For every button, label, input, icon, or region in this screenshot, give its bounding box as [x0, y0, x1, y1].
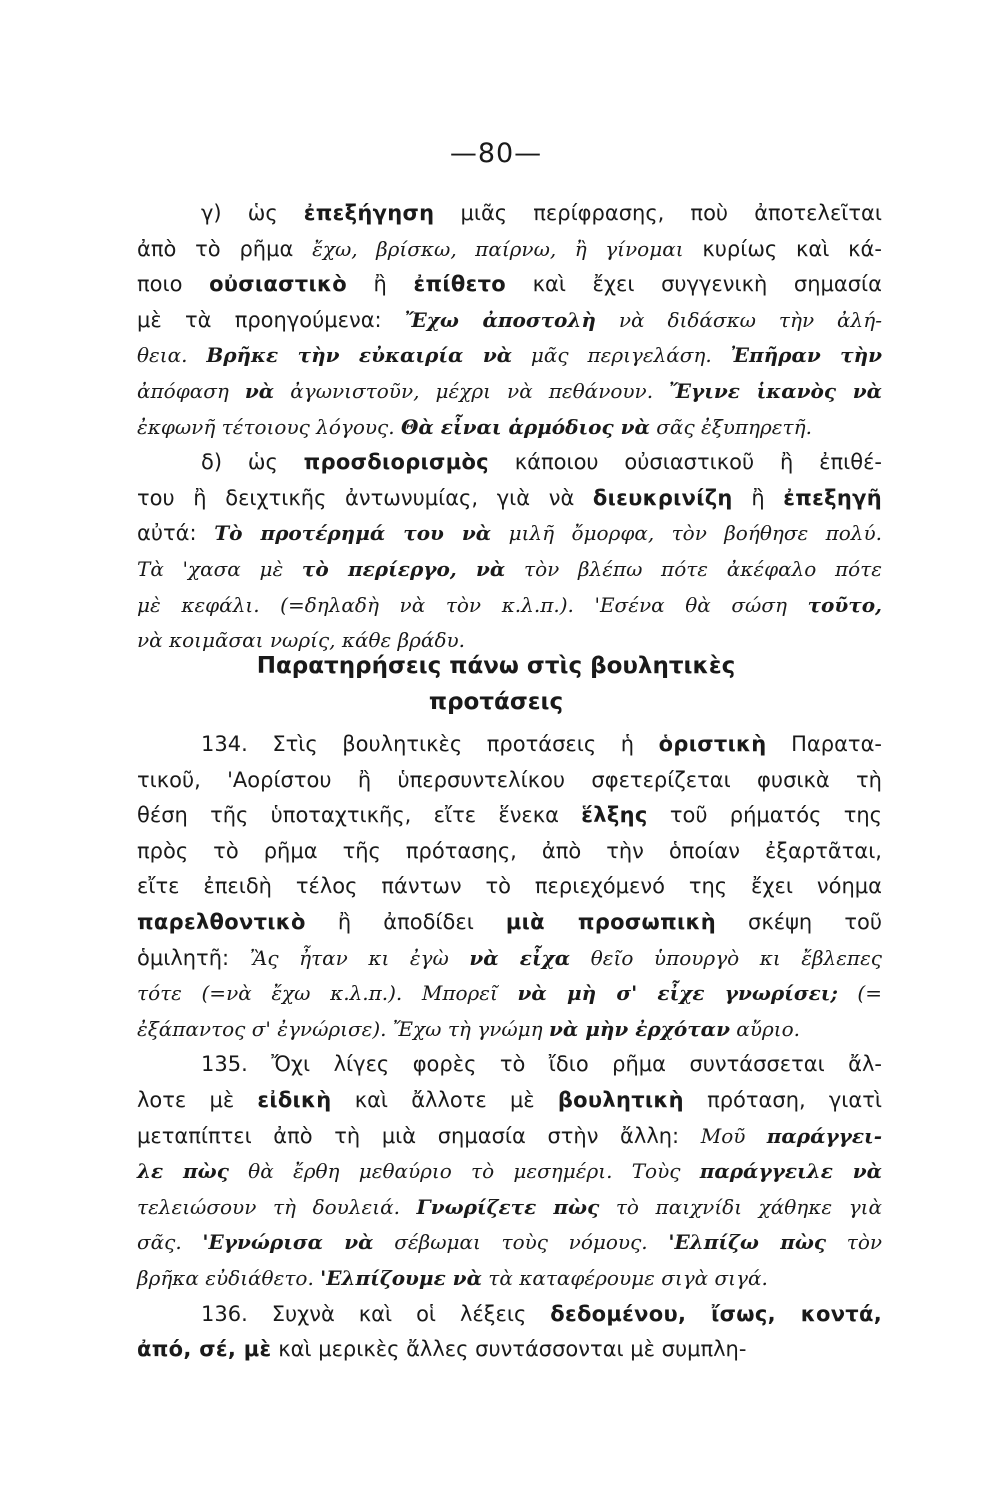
text-segment: 'Εγνώρισα νὰ [202, 1230, 374, 1255]
text-segment: (= [837, 981, 882, 1006]
text-line [137, 588, 882, 624]
text-segment: Τὰ 'χασα μὲ [137, 556, 302, 581]
text-line [137, 798, 882, 834]
text-segment: σέβωμαι τοὺς νόμους. [373, 1230, 669, 1255]
section-heading: Παρατηρήσεις πάνω στὶς βουλητικὲς [256, 653, 736, 679]
text-line [137, 516, 882, 552]
text-segment: ἀπὸ τὸ ρῆμα [137, 236, 313, 261]
text-segment: ποιο [137, 272, 210, 297]
text-segment: Μοῦ [700, 1123, 767, 1148]
text-segment: σκέψη τοῦ [715, 909, 882, 934]
text-segment: καὶ μερικὲς ἄλλες συντάσσονται μὲ συμπλη- [271, 1337, 747, 1362]
text-segment: εἰδικὴ [257, 1087, 332, 1112]
text-line [137, 481, 882, 517]
paragraph-delta [137, 445, 882, 659]
paragraph-134 [137, 727, 882, 1047]
text-segment: ἔχω, βρίσκω, παίρνω, ἢ γίνομαι [312, 236, 684, 261]
text-segment: Ἂς ἦταν κι ἐγὼ [249, 945, 470, 970]
text-line [137, 905, 882, 941]
text-segment: τὰ καταφέρουμε σιγὰ σιγά. [481, 1265, 768, 1290]
text-segment: Τὸ προτέρημά του νὰ [214, 521, 492, 546]
text-line [137, 869, 882, 905]
text-line [137, 1225, 882, 1261]
text-segment: γ) ὡς [201, 201, 304, 225]
text-segment: μιλῆ ὄμορφα, τὸν βοήθησε πολύ. [491, 521, 883, 546]
text-segment: ἐπεξήγηση [303, 201, 435, 225]
text-segment: μεταπίπτει ἀπὸ τὴ μιὰ σημασία στὴν ἄλλη: [137, 1123, 701, 1148]
text-line [137, 196, 882, 232]
text-segment: τοῦ ρήματός της [647, 803, 882, 828]
text-line [137, 410, 882, 446]
text-segment: 'Ελπίζω πὼς [668, 1230, 827, 1255]
text-segment: Ἔχω ἀποστολὴ [404, 307, 596, 332]
upper-text-block [137, 196, 882, 659]
text-segment: θεῖο ὑπουργὸ κι ἔβλεπες [570, 945, 883, 970]
text-segment: θεια. [137, 343, 207, 368]
text-segment: αὔριο. [729, 1016, 800, 1041]
text-line [137, 1297, 882, 1333]
text-segment: τὸ περίεργο, νὰ [301, 556, 506, 581]
text-line [137, 552, 882, 588]
text-segment: τὸν βλέπω πότε ἀκέφαλο πότε [505, 556, 882, 581]
text-segment: ἀγωνιστοῦν, μέχρι νὰ πεθάνουν. [274, 378, 670, 403]
text-line [137, 1190, 882, 1226]
text-segment: θὰ ἔρθη μεθαύριο τὸ μεσημέρι. Τοὺς [228, 1159, 700, 1184]
text-segment: βουλητικὴ [557, 1087, 684, 1112]
text-segment: πρὸς τὸ ρῆμα τῆς πρότασης, ἀπὸ τὴν ὁποίαν ἐξαρτᾶται, [137, 838, 882, 863]
text-line [137, 727, 882, 763]
text-line [137, 763, 882, 799]
text-segment: Βρῆκε τὴν εὐκαιρία νὰ [206, 343, 513, 368]
text-segment: μιᾶς περίφρασης, ποὺ ἀποτελεῖται [434, 201, 882, 225]
text-line [137, 1261, 882, 1297]
text-line [137, 232, 882, 268]
text-segment: καὶ ἔχει συγγενικὴ σημασία [506, 272, 882, 297]
text-segment: νὰ μὴν ἐρχόταν [549, 1016, 730, 1041]
text-segment: του ἢ δειχτικῆς ἀντωνυμίας, γιὰ νὰ [137, 485, 593, 510]
text-segment: ὁμιλητῆ: [137, 945, 250, 970]
text-segment: Γνωρίζετε πὼς [416, 1194, 600, 1219]
text-segment: προσδιορισμὸς [303, 450, 489, 475]
text-segment: κάποιου οὐσιαστικοῦ ἢ ἐπιθέ- [488, 450, 882, 475]
text-line [137, 374, 882, 410]
text-segment: μὲ κεφάλι. (=δηλαδὴ νὰ τὸν κ.λ.π.). 'Εσένα θὰ σώση [137, 592, 808, 617]
text-segment: 136. Συχνὰ καὶ οἱ λέξεις [201, 1301, 551, 1326]
text-segment: σᾶς. [137, 1230, 203, 1255]
text-segment: ἀπόφαση [137, 378, 245, 403]
text-line [137, 1332, 882, 1368]
text-segment: βρῆκα εὐδιάθετο. [137, 1265, 321, 1290]
text-segment: ἐκφωνῆ τέτοιους λόγους. [137, 414, 401, 439]
text-line [137, 267, 882, 303]
text-segment: τότε (=νὰ ἔχω κ.λ.π.). Μπορεῖ [137, 981, 518, 1006]
text-line [137, 1047, 882, 1083]
text-segment: ἢ ἀποδίδει [305, 909, 506, 934]
text-segment: νὰ μὴ σ' εἶχε γνωρίσει; [517, 981, 838, 1006]
text-segment: ἢ [732, 485, 784, 510]
lower-text-block [137, 727, 882, 1368]
text-segment: πρόταση, γιατὶ [683, 1087, 882, 1112]
text-segment: τοῦτο, [807, 592, 882, 617]
text-segment: δ) ὡς [201, 450, 304, 475]
text-segment: δεδομένου, ἴσως, κοντά, [550, 1301, 882, 1326]
text-segment: καὶ ἄλλοτε μὲ [331, 1087, 558, 1112]
text-segment: νὰ εἶχα [469, 945, 571, 970]
paragraph-135 [137, 1047, 882, 1296]
text-segment: ἢ [346, 272, 414, 297]
text-line [137, 338, 882, 374]
text-segment: νὰ [244, 378, 275, 403]
text-segment: αὐτά: [137, 521, 215, 546]
page-number: —80— [449, 138, 543, 169]
text-segment: μᾶς περιγελάση. [512, 343, 731, 368]
text-segment: τικοῦ, 'Αορίστου ἢ ὑπερσυντελίκου σφετερίζεται φυσικὰ τὴ [137, 767, 882, 792]
text-segment: Ἐπῆραν τὴν [730, 343, 883, 368]
text-line [137, 1012, 882, 1048]
text-segment: οὐσιαστικὸ [209, 272, 347, 297]
text-line [137, 941, 882, 977]
text-segment: νὰ κοιμᾶσαι νωρίς, κάθε βράδυ. [137, 628, 465, 653]
text-segment: θέση τῆς ὑποταχτικῆς, εἴτε ἕνεκα [137, 803, 582, 828]
text-segment: Θὰ εἶναι ἁρμόδιος νὰ [400, 414, 650, 439]
text-segment: Παρατα- [766, 732, 882, 756]
text-line [137, 976, 882, 1012]
text-segment: τὸ παιχνίδι χάθηκε γιὰ [599, 1194, 882, 1219]
text-segment: παράγγειλε νὰ [699, 1159, 882, 1184]
text-segment: 135. Ὄχι λίγες φορὲς τὸ ἴδιο ρῆμα συντάσσεται ἄλ- [201, 1052, 882, 1077]
text-segment: ἐπίθετο [413, 272, 506, 297]
text-segment: διευκρινίζη [592, 485, 733, 510]
text-line [137, 445, 882, 481]
text-line [137, 1154, 882, 1190]
paragraph-gamma [137, 196, 882, 445]
text-segment: λοτε μὲ [137, 1087, 258, 1112]
text-segment: παράγγει- [766, 1123, 882, 1148]
text-segment: ἐπεξηγῆ [783, 485, 882, 510]
text-segment: νὰ διδάσκω τὴν ἀλή- [595, 307, 882, 332]
text-segment: εἴτε ἐπειδὴ τέλος πάντων τὸ περιεχόμενό της ἔχει νόημα [137, 874, 882, 899]
text-segment: ὁριστικὴ [658, 732, 767, 756]
text-segment: ἀπό, σέ, μὲ [137, 1337, 272, 1362]
text-segment: κυρίως καὶ κά- [683, 236, 882, 261]
text-segment: 134. Στὶς βουλητικὲς προτάσεις ἡ [201, 732, 659, 756]
text-segment: σᾶς ἐξυπηρετῆ. [649, 414, 812, 439]
text-segment: μιὰ προσωπικὴ [505, 909, 716, 934]
text-segment: μὲ τὰ προηγούμενα: [137, 307, 405, 332]
text-segment: τὸν [826, 1230, 883, 1255]
text-line [137, 303, 882, 339]
text-line [137, 1083, 882, 1119]
text-segment: Ἔγινε ἱκανὸς νὰ [669, 378, 882, 403]
text-line [137, 834, 882, 870]
paragraph-136 [137, 1297, 882, 1368]
text-segment: ἕλξης [581, 803, 648, 828]
text-segment: τελειώσουν τὴ δουλειά. [137, 1194, 417, 1219]
text-segment: παρελθοντικὸ [137, 909, 306, 934]
text-segment: 'Ελπίζουμε νὰ [320, 1265, 482, 1290]
text-segment: λε πὼς [137, 1159, 229, 1184]
text-line [137, 1119, 882, 1155]
section-heading-continued: προτάσεις [428, 689, 564, 715]
text-segment: ἐξάπαντος σ' ἐγνώρισε). Ἔχω τὴ γνώμη [137, 1016, 550, 1041]
